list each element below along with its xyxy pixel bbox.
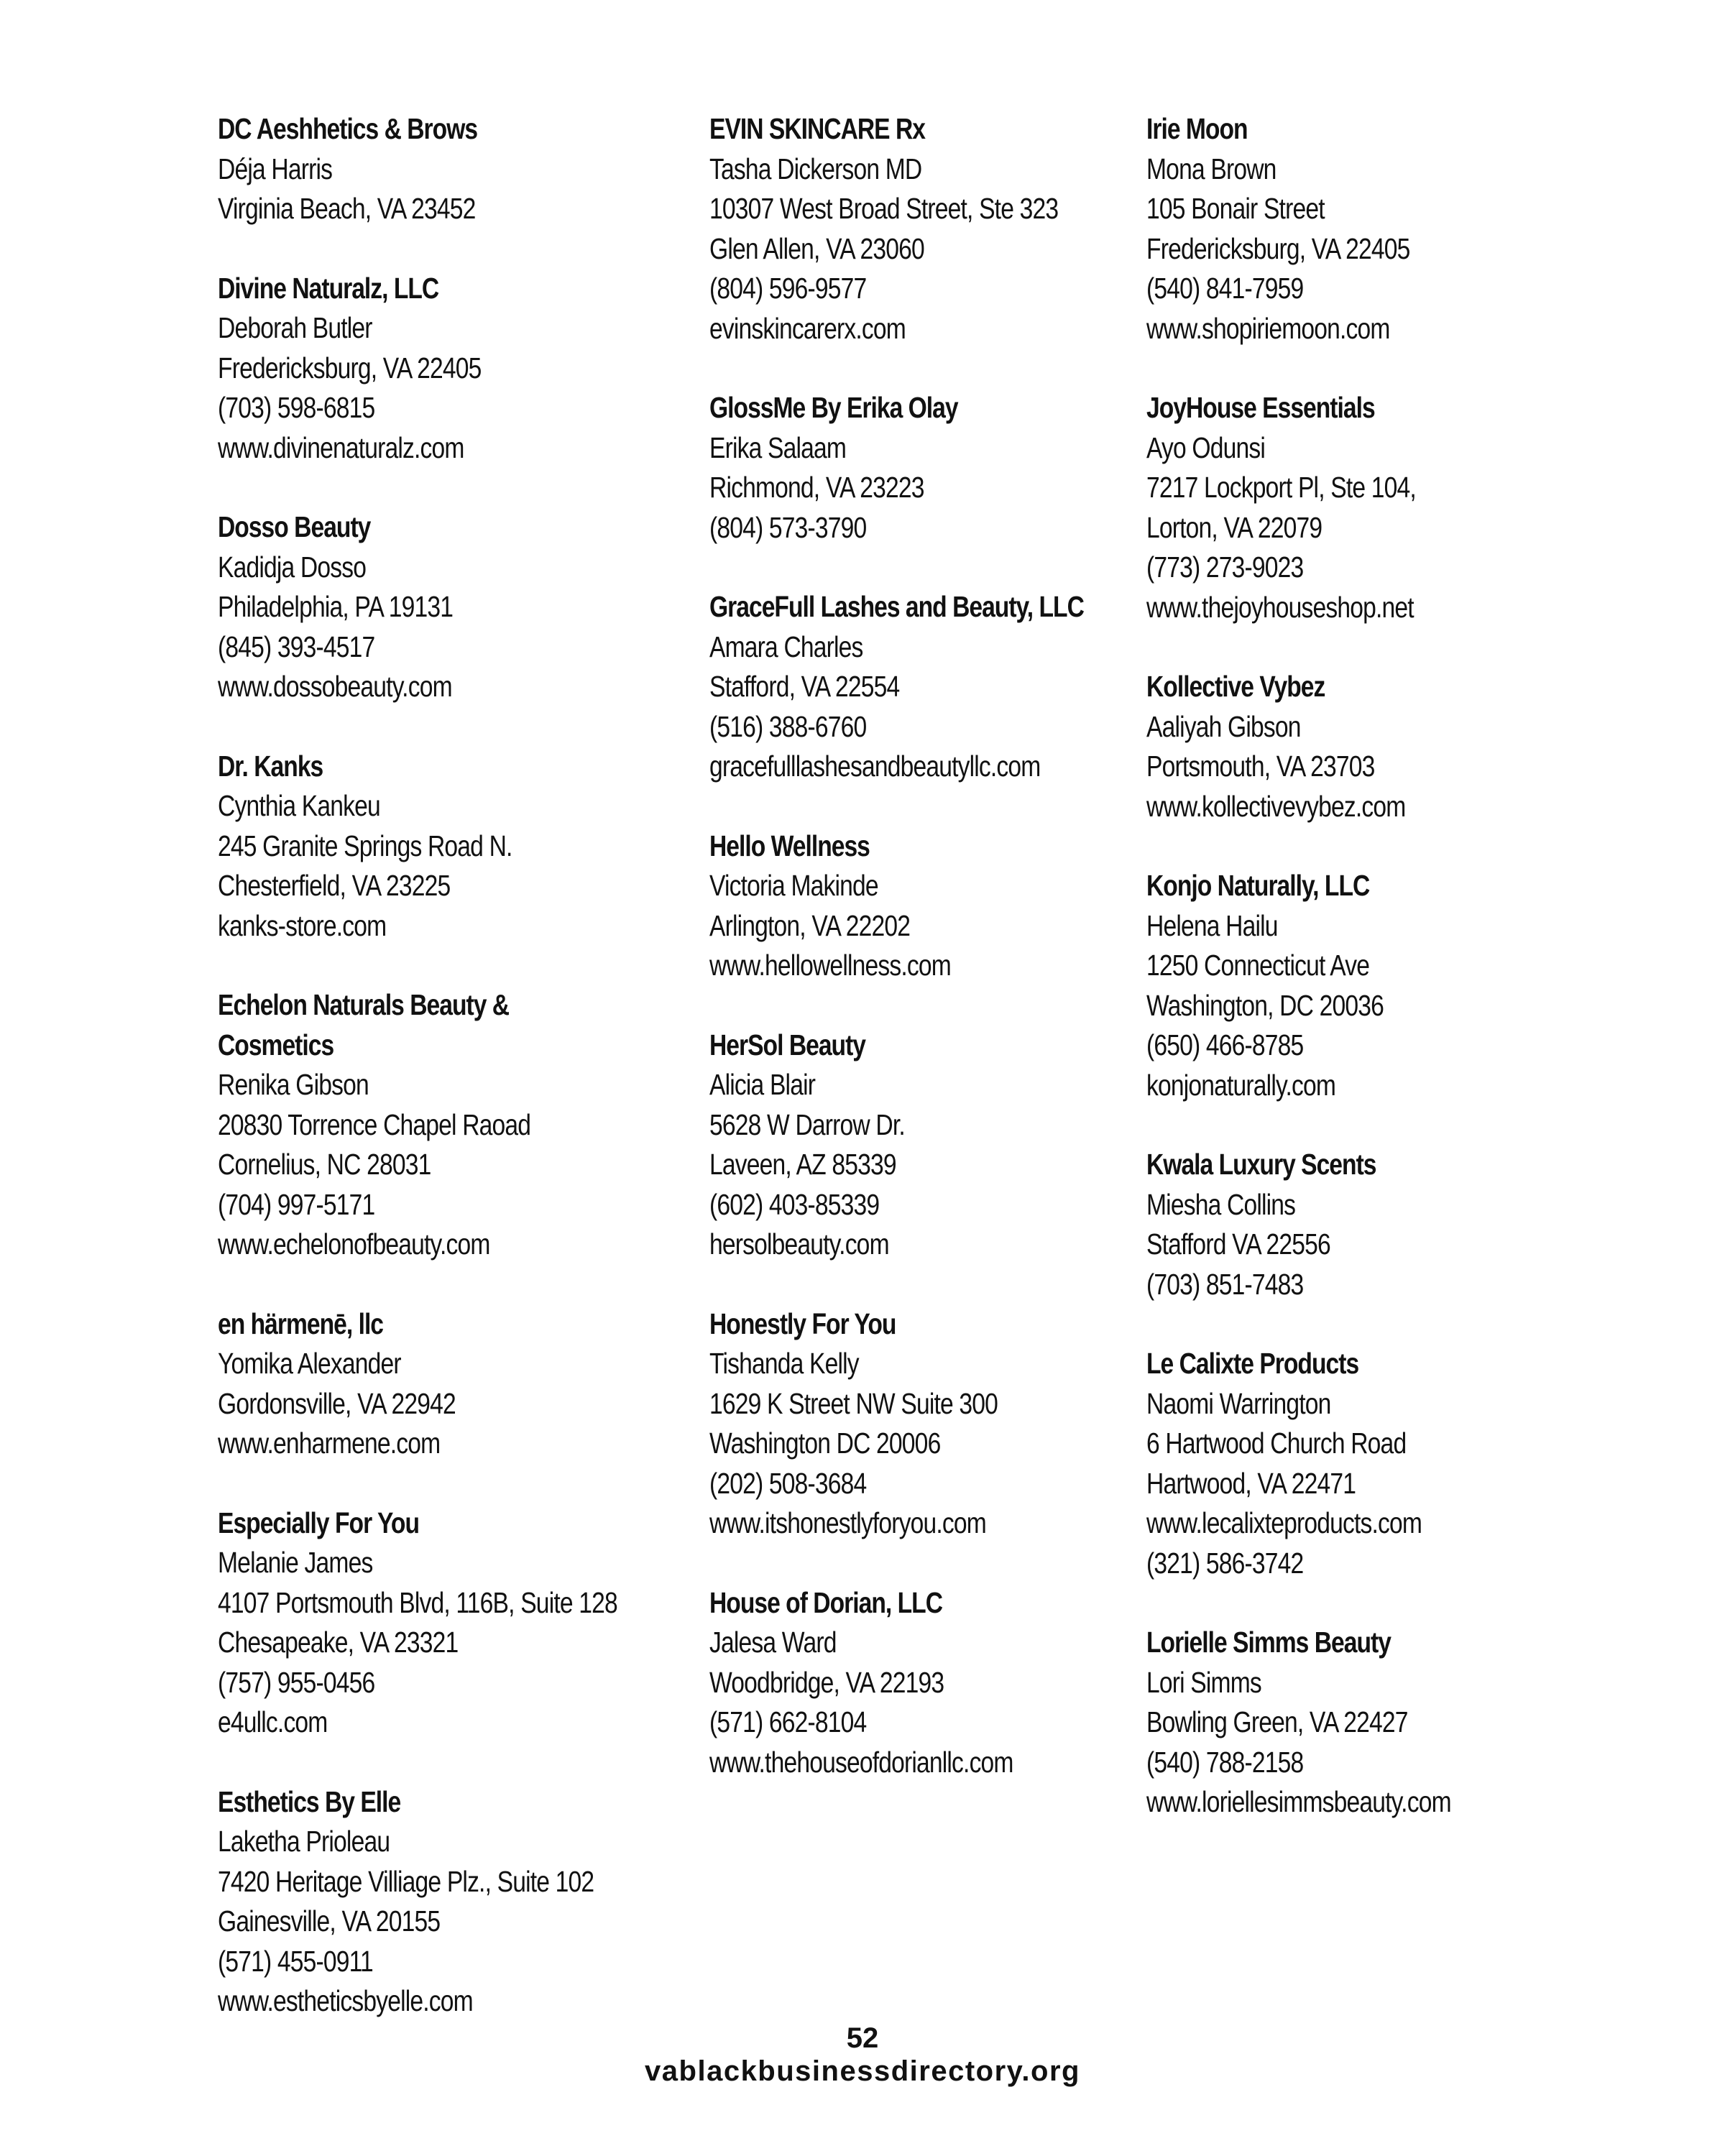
business-listing — [218, 1304, 678, 1464]
listing-detail: (804) 596-9577 — [709, 272, 867, 305]
listing-detail: (202) 508-3684 — [709, 1466, 867, 1500]
listing-detail: Hartwood, VA 22471 — [1146, 1466, 1356, 1500]
business-name: GlossMe By Erika Olay — [709, 391, 958, 424]
business-name: Echelon Naturals Beauty & — [218, 988, 510, 1021]
listing-detail: gracefulllashesandbeautyllc.com — [709, 750, 1041, 783]
business-name: Le Calixte Products — [1146, 1347, 1359, 1380]
listing-detail: Alicia Blair — [709, 1068, 816, 1101]
business-name: DC Aeshhetics & Brows — [218, 112, 478, 145]
business-listing — [1146, 866, 1592, 1105]
business-listing — [218, 109, 678, 229]
listing-detail: Richmond, VA 23223 — [709, 471, 924, 504]
business-name: Hello Wellness — [709, 829, 870, 862]
listing-detail: (540) 788-2158 — [1146, 1745, 1304, 1779]
listing-detail: 20830 Torrence Chapel Raoad — [218, 1107, 531, 1141]
listing-detail: Fredericksburg, VA 22405 — [1146, 231, 1410, 265]
business-name: Honestly For You — [709, 1307, 896, 1340]
listing-detail: Lorton, VA 22079 — [1146, 510, 1322, 544]
listing-detail: Deborah Butler — [218, 311, 372, 344]
listing-detail: (773) 273-9023 — [1146, 550, 1304, 584]
listing-detail: (703) 851-7483 — [1146, 1267, 1304, 1301]
listing-detail: 7420 Heritage Villiage Plz., Suite 102 — [218, 1864, 594, 1898]
business-listing — [1146, 109, 1592, 349]
listing-detail: 6 Hartwood Church Road — [1146, 1427, 1407, 1460]
business-listing — [709, 1026, 1141, 1265]
listing-detail: Victoria Makinde — [709, 869, 878, 902]
listing-detail: Miesha Collins — [1146, 1187, 1296, 1221]
listing-detail: www.kollectivevybez.com — [1146, 789, 1406, 823]
listing-detail: Ayo Odunsi — [1146, 430, 1265, 464]
business-name: GraceFull Lashes and Beauty, LLC — [709, 590, 1084, 623]
listing-detail: Portsmouth, VA 23703 — [1146, 750, 1375, 783]
business-listing — [709, 388, 1141, 548]
listing-detail: www.thejoyhouseshop.net — [1146, 590, 1414, 624]
listing-detail: Cornelius, NC 28031 — [218, 1148, 431, 1181]
page-number: 52 — [846, 2022, 879, 2054]
listing-detail: (321) 586-3742 — [1146, 1546, 1304, 1580]
listing-detail: 7217 Lockport Pl, Ste 104, — [1146, 471, 1416, 504]
listing-detail: Philadelphia, PA 19131 — [218, 590, 454, 623]
business-name: Konjo Naturally, LLC — [1146, 869, 1370, 902]
listing-detail: Erika Salaam — [709, 430, 847, 464]
business-name: en härmenē, llc — [218, 1307, 384, 1340]
listing-detail: Bowling Green, VA 22427 — [1146, 1705, 1408, 1738]
listing-detail: Laketha Prioleau — [218, 1825, 390, 1858]
listing-detail: Lori Simms — [1146, 1665, 1261, 1699]
business-name: HerSol Beauty — [709, 1028, 866, 1061]
business-name: House of Dorian, LLC — [709, 1585, 942, 1619]
listing-detail: www.estheticsbyelle.com — [218, 1984, 473, 2017]
business-name: Irie Moon — [1146, 112, 1248, 145]
listing-detail: (757) 955-0456 — [218, 1665, 375, 1699]
listing-detail: Amara Charles — [709, 630, 863, 663]
listing-detail: Washington, DC 20036 — [1146, 988, 1384, 1022]
business-listing — [218, 1503, 678, 1743]
business-name: Kollective Vybez — [1146, 670, 1325, 703]
listing-detail: (650) 466-8785 — [1146, 1028, 1304, 1061]
listing-detail: www.divinenaturalz.com — [218, 430, 464, 464]
business-name: Lorielle Simms Beauty — [1146, 1626, 1391, 1659]
business-name: Divine Naturalz, LLC — [218, 271, 439, 305]
listing-detail: Virginia Beach, VA 23452 — [218, 192, 476, 225]
listing-detail: www.echelonofbeauty.com — [218, 1227, 490, 1261]
listing-detail: evinskincarerx.com — [709, 311, 906, 345]
listing-detail: Fredericksburg, VA 22405 — [218, 351, 482, 384]
listing-detail: Melanie James — [218, 1546, 373, 1579]
listing-detail: Naomi Warrington — [1146, 1386, 1331, 1420]
listing-detail: Woodbridge, VA 22193 — [709, 1665, 944, 1699]
business-listing — [709, 109, 1141, 349]
business-name: EVIN SKINCARE Rx — [709, 112, 925, 145]
directory-column-3 — [1146, 109, 1592, 1862]
listing-detail: Renika Gibson — [218, 1068, 369, 1101]
listing-detail: 245 Granite Springs Road N. — [218, 829, 512, 862]
listing-detail: 1250 Connecticut Ave — [1146, 949, 1370, 982]
listing-detail: Tishanda Kelly — [709, 1347, 859, 1380]
business-name: Esthetics By Elle — [218, 1784, 401, 1818]
business-name: JoyHouse Essentials — [1146, 391, 1375, 424]
listing-detail: Chesapeake, VA 23321 — [218, 1626, 459, 1659]
listing-detail: (703) 598-6815 — [218, 391, 375, 424]
listing-detail: www.dossobeauty.com — [218, 670, 452, 703]
listing-detail: www.thehouseofdorianllc.com — [709, 1745, 1013, 1779]
listing-detail: www.enharmene.com — [218, 1427, 441, 1460]
listing-detail: hersolbeauty.com — [709, 1227, 889, 1261]
business-listing — [709, 1583, 1141, 1783]
listing-detail: Kadidja Dosso — [218, 550, 367, 584]
listing-detail: Stafford VA 22556 — [1146, 1227, 1330, 1261]
listing-detail: 4107 Portsmouth Blvd, 116B, Suite 128 — [218, 1585, 617, 1619]
listing-detail: Mona Brown — [1146, 152, 1276, 185]
listing-detail: (704) 997-5171 — [218, 1187, 375, 1221]
listing-detail: (804) 573-3790 — [709, 510, 867, 544]
page-footer — [0, 2022, 1725, 2088]
business-listing — [218, 507, 678, 707]
business-listing — [218, 1782, 678, 2022]
directory-column-2 — [709, 109, 1141, 1822]
listing-detail: www.shopiriemoon.com — [1146, 311, 1390, 345]
listing-detail: Stafford, VA 22554 — [709, 670, 900, 703]
listing-detail: (516) 388-6760 — [709, 709, 867, 743]
listing-detail: www.lecalixteproducts.com — [1146, 1506, 1422, 1539]
listing-detail: Gainesville, VA 20155 — [218, 1904, 441, 1938]
listing-detail: 5628 W Darrow Dr. — [709, 1107, 905, 1141]
listing-detail: 10307 West Broad Street, Ste 323 — [709, 192, 1059, 225]
business-listing — [709, 826, 1141, 986]
business-listing — [1146, 1623, 1592, 1823]
listing-detail: Yomika Alexander — [218, 1347, 401, 1380]
listing-detail: Laveen, AZ 85339 — [709, 1148, 896, 1181]
listing-detail: Chesterfield, VA 23225 — [218, 869, 451, 902]
listing-detail: Aaliyah Gibson — [1146, 709, 1301, 743]
listing-detail: e4ullc.com — [218, 1705, 328, 1738]
listing-detail: (602) 403-85339 — [709, 1187, 880, 1221]
listing-detail: Glen Allen, VA 23060 — [709, 231, 924, 265]
listing-detail: (571) 662-8104 — [709, 1705, 867, 1738]
listing-detail: Cynthia Kankeu — [218, 789, 380, 822]
business-name: Dr. Kanks — [218, 749, 323, 783]
listing-detail: www.itshonestlyforyou.com — [709, 1506, 986, 1539]
listing-detail: Tasha Dickerson MD — [709, 152, 922, 185]
listing-detail: kanks-store.com — [218, 908, 387, 942]
business-listing — [218, 269, 678, 469]
listing-detail: Déja Harris — [218, 152, 333, 185]
business-name: Dosso Beauty — [218, 510, 371, 543]
listing-detail: 105 Bonair Street — [1146, 192, 1325, 225]
listing-detail: (571) 455-0911 — [218, 1944, 373, 1978]
business-listing — [709, 587, 1141, 787]
listing-detail: Helena Hailu — [1146, 908, 1278, 942]
listing-detail: www.loriellesimmsbeauty.com — [1146, 1785, 1451, 1818]
listing-detail: Gordonsville, VA 22942 — [218, 1386, 456, 1420]
directory-column-1 — [218, 109, 678, 2061]
listing-detail: Washington DC 20006 — [709, 1427, 941, 1460]
business-listing — [218, 985, 678, 1265]
business-listing — [218, 747, 678, 946]
listing-detail: Jalesa Ward — [709, 1626, 837, 1659]
website-url: vablackbusinessdirectory.org — [645, 2055, 1080, 2087]
business-listing — [709, 1304, 1141, 1544]
listing-detail: www.hellowellness.com — [709, 949, 951, 982]
listing-detail: 1629 K Street NW Suite 300 — [709, 1386, 998, 1420]
business-name: Kwala Luxury Scents — [1146, 1148, 1376, 1181]
business-listing — [1146, 388, 1592, 627]
listing-detail: konjonaturally.com — [1146, 1068, 1336, 1102]
listing-detail: (845) 393-4517 — [218, 630, 375, 663]
business-name: Especially For You — [218, 1506, 420, 1539]
listing-detail: (540) 841-7959 — [1146, 272, 1304, 305]
listing-detail: Arlington, VA 22202 — [709, 908, 911, 942]
business-name: Cosmetics — [218, 1028, 334, 1061]
business-listing — [1146, 1344, 1592, 1583]
business-listing — [1146, 667, 1592, 826]
business-listing — [1146, 1145, 1592, 1304]
